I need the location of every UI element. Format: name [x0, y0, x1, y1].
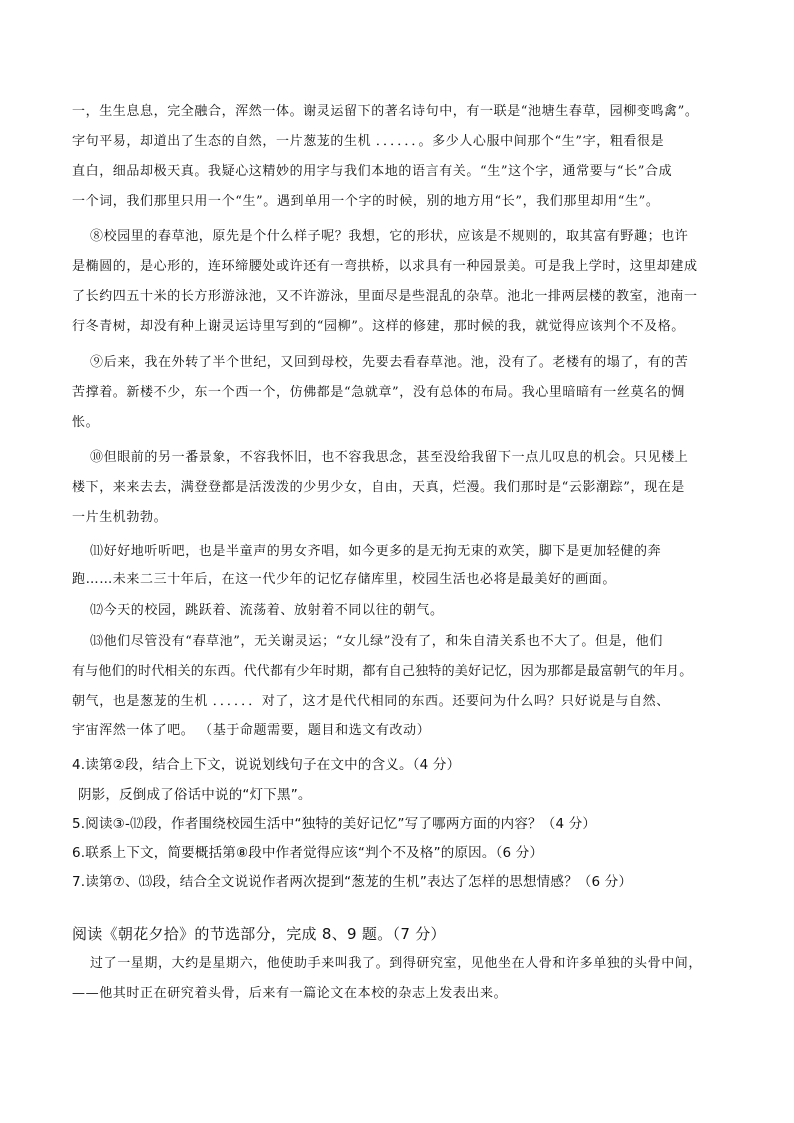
passage-line: 一，生生息息，完全融合，浑然一体。谢灵运留下的著名诗句中，有一联是“池塘生春草，园柳变鸣禽”。	[72, 104, 699, 119]
passage-line: 一片生机勃勃。	[72, 510, 168, 525]
question-6: 6.联系上下文，简要概括第⑧段中作者觉得应该“判个不及格”的原因。（6 分）	[72, 845, 544, 861]
passage-line: ⑾好好地听听吧，也是半童声的男女齐唱，如今更多的是无拘无束的欢笑，脚下是更加轻健的奔	[90, 544, 662, 559]
passage-line: ——他其时正在研究着头骨，后来有一篇论文在本校的杂志上发表出来。	[72, 986, 508, 1001]
passage-line: 怅。	[72, 415, 100, 430]
passage-line: ⑧校园里的春草池，原先是个什么样子呢？我想，它的形状，应该是不规则的，取其富有野趣；也许	[90, 229, 689, 244]
passage-line: 苦撑着。新楼不少，东一个西一个，仿佛都是“急就章”，没有总体的布局。我心里暗暗有一丝莫名的惆	[72, 385, 685, 400]
question-5: 5.阅读③-⑿段，作者围绕校园生活中“独特的美好记忆”写了哪两方面的内容？（4 分）	[72, 816, 597, 832]
passage-line: 一个词，我们那里只用一个“生”。遇到单用一个字的时候，别的地方用“长”，我们那里却用“生”。	[72, 194, 660, 209]
passage-line: 直白，细品却极天真。我疑心这精妙的用字与我们本地的语言有关。“生”这个字，通常要与“长”合成	[72, 164, 673, 179]
passage-line: 宇宙浑然一体了吧。 （基于命题需要，题目和选文有改动）	[72, 723, 431, 738]
passage-line: 朝气，也是葱茏的生机 ．．．．．．对了，这才是代代相同的东西。还要问为什么吗？只好说是与自然、	[72, 694, 670, 709]
passage-line: 跑……未来二三十年后，在这一代少年的记忆存储库里，校园生活也必将是最美好的画面。	[72, 572, 617, 587]
answer-line: 阴影，反倒成了俗话中说的“灯下黑”。	[78, 787, 312, 803]
passage-line: 过了一星期，大约是星期六，他使助手来叫我了。到得研究室，见他坐在人骨和许多单独的头骨中间，	[90, 956, 703, 971]
section-heading: 阅读《朝花夕拾》的节选部分，完成 8、9 题。（7 分）	[72, 925, 446, 943]
passage-line: ⑩但眼前的另一番景象，不容我怀旧，也不容我思念，甚至没给我留下一点儿叹息的机会。只见楼上	[90, 450, 689, 465]
passage-line: 字句平易，却道出了生态的自然，一片葱茏的生机 ．．．．．．。多少人心服中间那个“生”字，粗看很是	[72, 134, 665, 149]
question-7: 7.读第⑦、⒀段，结合全文说说作者两次提到“葱茏的生机”表达了怎样的思想情感？（6 分）	[72, 874, 633, 890]
passage-line: ⒀他们尽管没有“春草池”，无关谢灵运；“女儿绿”没有了，和朱自清关系也不大了。但是，他们	[90, 634, 663, 649]
passage-line: 有与他们的时代相关的东西。代代都有少年时期，都有自己独特的美好记忆，因为那都是最富朝气的年月。	[72, 664, 693, 679]
passage-line: ⑿今天的校园，跳跃着、流荡着、放射着不同以往的朝气。	[90, 603, 444, 618]
passage-line: 行冬青树，却没有种上谢灵运诗里写到的“园柳”。这样的修建，那时候的我，就觉得应该判个不及格。	[72, 319, 685, 334]
passage-line: ⑨后来，我在外转了半个世纪，又回到母校，先要去看春草池。池，没有了。老楼有的塌了，有的苦	[90, 355, 689, 370]
passage-line: 楼下，来来去去，满登登都是活泼泼的少男少女，自由，天真，烂漫。我们那时是“云影潮踪”，现在是	[72, 480, 685, 495]
passage-line: 是椭圆的，是心形的，连环缔腰处或许还有一弯拱桥，以求具有一种园景美。可是我上学时，这里却建成	[72, 259, 698, 274]
passage-line: 了长约四五十米的长方形游泳池，又不许游泳，里面尽是些混乱的杂草。池北一排两层楼的教室，池南一	[72, 289, 698, 304]
question-4: 4.读第②段，结合上下文，说说划线句子在文中的含义。（4 分）	[72, 757, 461, 773]
